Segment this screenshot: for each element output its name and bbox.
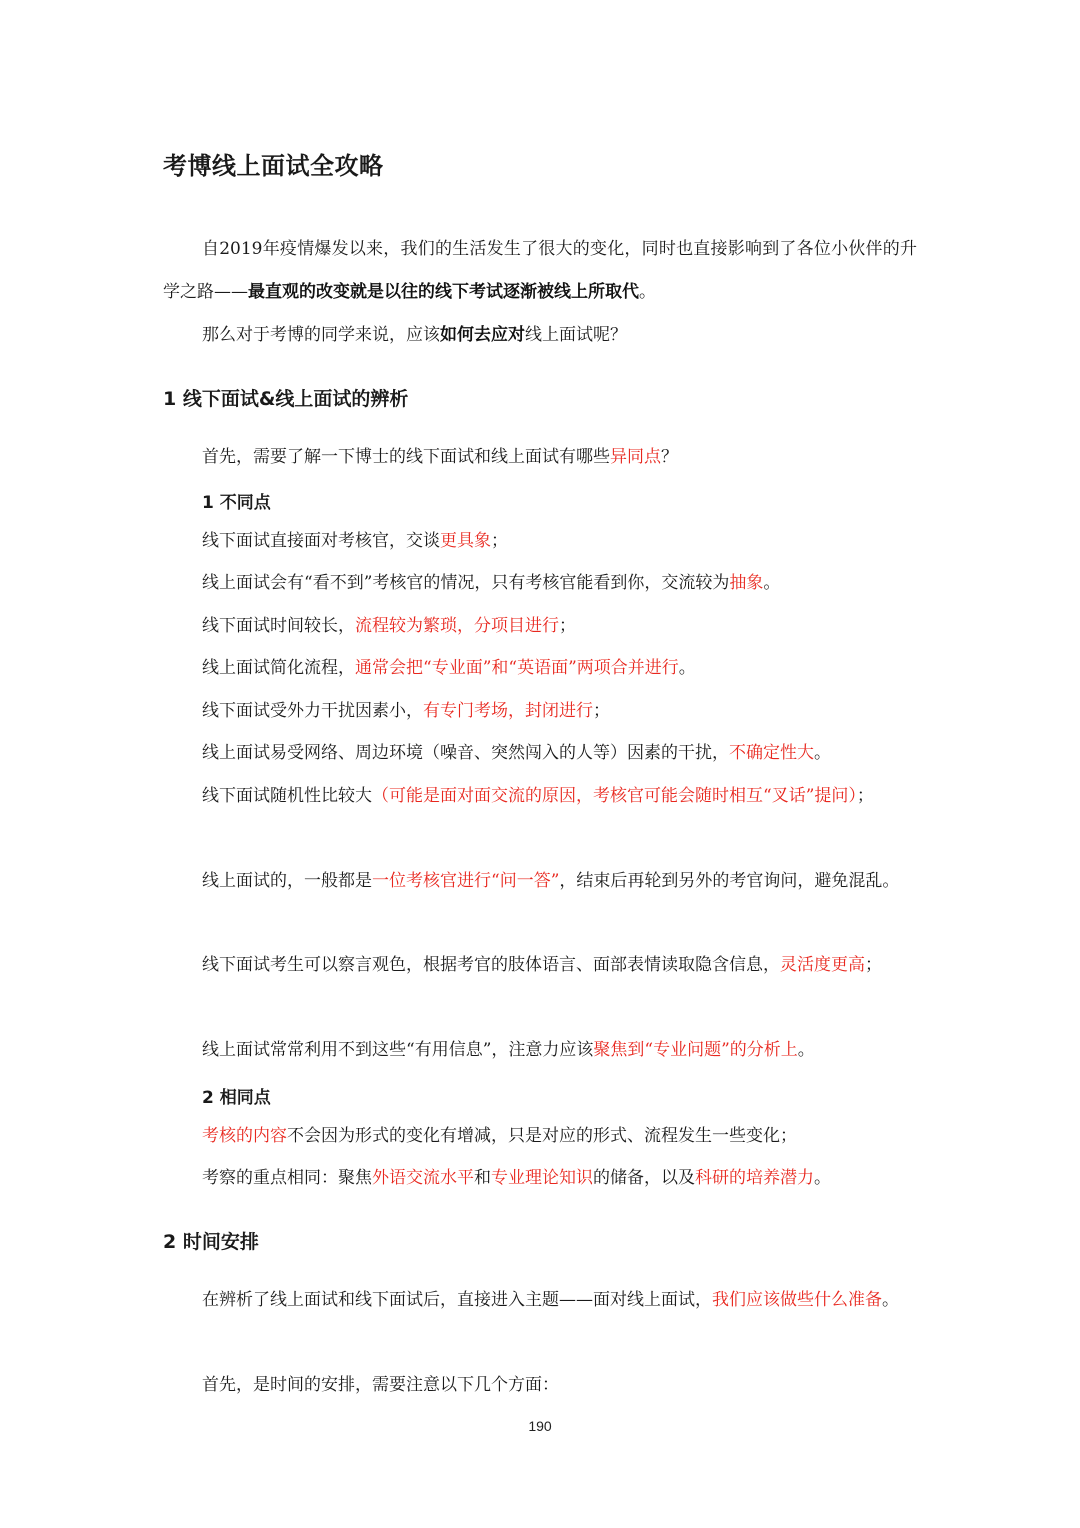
- body-text: 首先，是时间的安排，需要注意以下几个方面：: [202, 1375, 559, 1395]
- page-number: 190: [528, 1418, 552, 1434]
- body-text: 线上面试常常利用不到这些“有用信息”，注意力应该: [202, 1040, 594, 1060]
- body-text: 线下面试受外力干扰因素小，: [202, 701, 423, 721]
- body-text: 考察的重点相同：聚焦: [202, 1168, 372, 1188]
- body-text: 的储备，以及: [593, 1168, 695, 1188]
- intro-paragraph-1: [163, 228, 917, 314]
- body-text: 。: [814, 1168, 831, 1188]
- body-text: 线下面试时间较长，: [202, 616, 355, 636]
- body-text: 。: [678, 658, 696, 678]
- body-text: ？: [661, 447, 678, 467]
- body-text: 自2019年疫情爆发以来，我们的生活发生了很大的变化，同时也直接影响到了各位小伙伴的升学之路——: [163, 239, 917, 302]
- difference-item: [163, 860, 917, 903]
- highlighted-text: 科研的培养潜力: [695, 1168, 814, 1188]
- body-text: 线下面试随机性比较大: [202, 786, 372, 806]
- body-text: 线上面试呢？: [525, 325, 627, 345]
- document-title: 考博线上面试全攻略: [163, 152, 384, 180]
- differences-heading: 1 不同点: [202, 493, 271, 513]
- highlighted-text: 考核的内容: [202, 1126, 287, 1146]
- similarity-item: [163, 1157, 917, 1200]
- body-text: ；: [593, 701, 610, 721]
- section-2-paragraph: [163, 1364, 917, 1407]
- highlighted-text: 聚焦到“专业问题”的分析上: [593, 1040, 798, 1060]
- body-text: 首先，需要了解一下博士的线下面试和线上面试有哪些: [202, 447, 610, 467]
- body-text: 线上面试的，一般都是: [202, 871, 372, 891]
- highlighted-text: 更具象: [440, 531, 491, 551]
- highlighted-text: 流程较为繁琐，分项目进行: [355, 616, 559, 636]
- bold-text: 如何去应对: [440, 325, 525, 345]
- intro-paragraph-2: [163, 314, 917, 357]
- section-2-paragraph: [163, 1279, 917, 1322]
- body-text: 。: [882, 1290, 899, 1310]
- body-text: 。: [639, 282, 656, 302]
- body-text: 线下面试考生可以察言观色，根据考官的肢体语言、面部表情读取隐含信息，: [202, 955, 780, 975]
- highlighted-text: 不确定性大: [729, 743, 814, 763]
- highlighted-text: 一位考核官进行“问一答”: [372, 871, 560, 891]
- difference-item: [163, 647, 917, 690]
- body-text: 和: [474, 1168, 491, 1188]
- body-text: ；: [491, 531, 508, 551]
- difference-item: [163, 562, 917, 605]
- body-text: 线上面试会有“看不到”考核官的情况，只有考核官能看到你，交流较为: [202, 573, 730, 593]
- highlighted-text: （可能是面对面交流的原因，考核官可能会随时相互“叉话”提问）: [372, 786, 857, 806]
- similarity-item: [163, 1115, 917, 1158]
- difference-item: [163, 605, 917, 648]
- highlighted-text: 抽象: [729, 573, 764, 593]
- body-text: 。: [797, 1040, 815, 1060]
- body-text: 不会因为形式的变化有增减，只是对应的形式、流程发生一些变化；: [287, 1126, 797, 1146]
- section-1-heading: 1 线下面试&线上面试的辨析: [163, 388, 409, 410]
- body-text: ；: [856, 786, 874, 806]
- body-text: 线上面试易受网络、周边环境（噪音、突然闯入的人等）因素的干扰，: [202, 743, 729, 763]
- difference-item: [163, 1029, 917, 1072]
- similarities-heading: 2 相同点: [202, 1088, 271, 1108]
- difference-item: [163, 520, 917, 563]
- body-text: 在辨析了线上面试和线下面试后，直接进入主题——面对线上面试，: [202, 1290, 712, 1310]
- difference-item: [163, 690, 917, 733]
- difference-item: [163, 944, 917, 987]
- body-text: 线上面试简化流程，: [202, 658, 355, 678]
- difference-item: [163, 775, 917, 818]
- highlighted-text: 有专门考场，封闭进行: [423, 701, 593, 721]
- body-text: 。: [763, 573, 781, 593]
- bold-text: 最直观的改变就是以往的线下考试逐渐被线上所取代: [248, 282, 639, 302]
- body-text: 线下面试直接面对考核官，交谈: [202, 531, 440, 551]
- body-text: ；: [559, 616, 576, 636]
- body-text: ，结束后再轮到另外的考官询问，避免混乱。: [559, 871, 900, 891]
- body-text: ；: [865, 955, 882, 975]
- difference-item: [163, 732, 917, 775]
- body-text: 那么对于考博的同学来说，应该: [202, 325, 440, 345]
- highlighted-text: 异同点: [610, 447, 661, 467]
- section-2-heading: 2 时间安排: [163, 1231, 259, 1253]
- highlighted-text: 我们应该做些什么准备: [712, 1290, 882, 1310]
- highlighted-text: 灵活度更高: [780, 955, 865, 975]
- highlighted-text: 外语交流水平: [372, 1168, 474, 1188]
- highlighted-text: 专业理论知识: [491, 1168, 593, 1188]
- section-1-lead: [163, 436, 917, 479]
- body-text: 。: [814, 743, 831, 763]
- highlighted-text: 通常会把“专业面”和“英语面”两项合并进行: [355, 658, 679, 678]
